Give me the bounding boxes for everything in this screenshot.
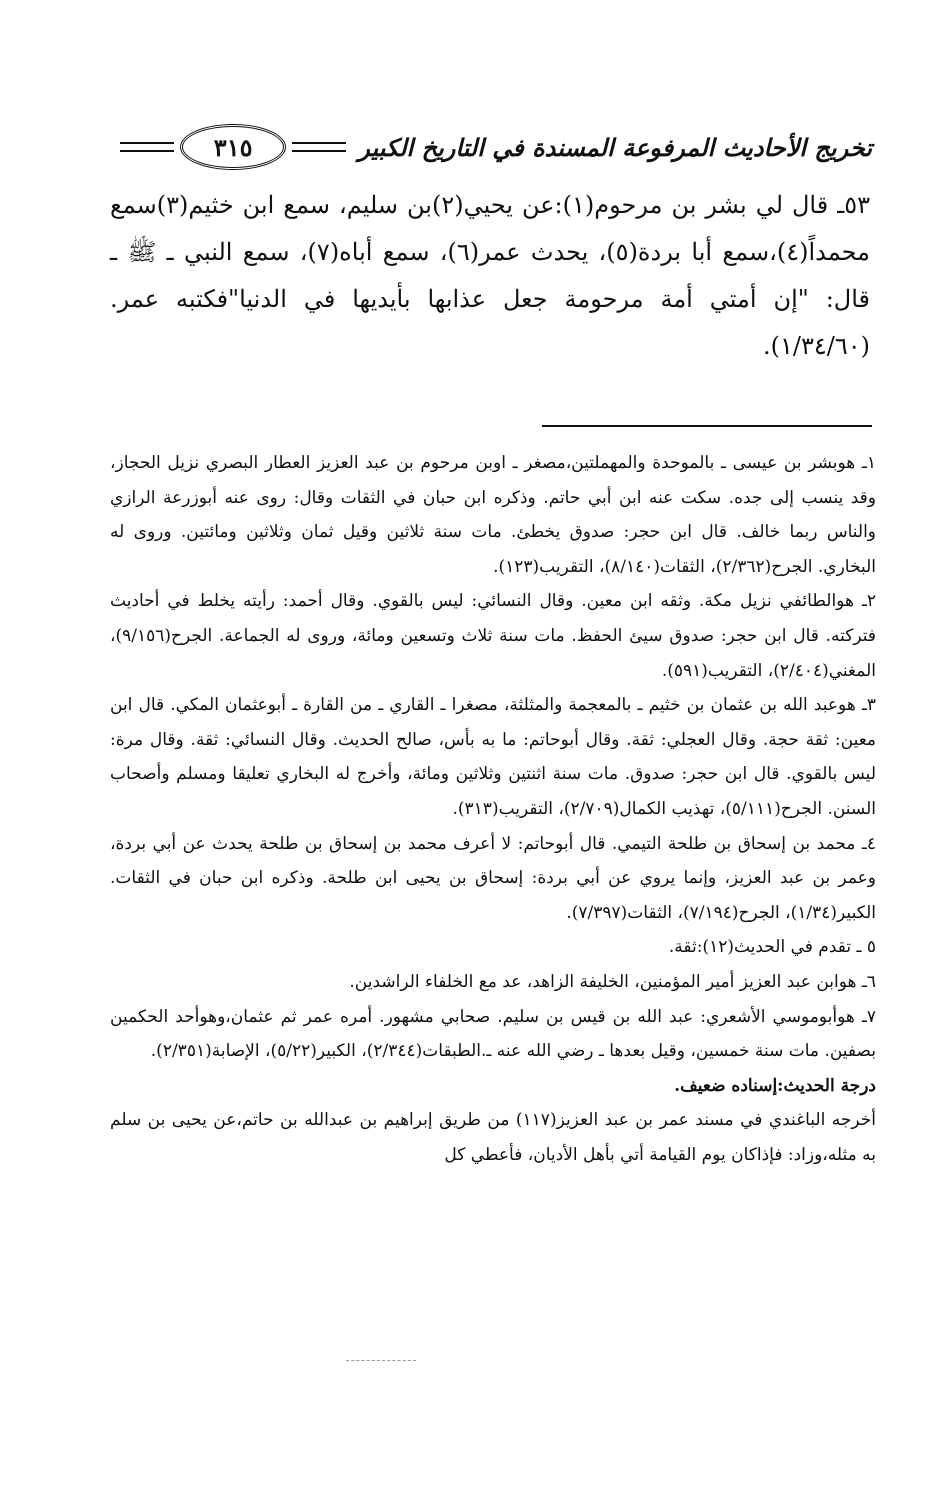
footnote-4: ٤ـ محمد بن إسحاق بن طلحة التيمي. قال أبوحاتم: لا أعرف محمد بن إسحاق بن طلحة يحدث عن أبي بردة، وعمر بن عبد العزيز، وإنما يروي عن أبي بردة: إسحاق بن يحيى ابن طلحة. وذكره ابن حبان في الثقات. الكبير(١/٣٤)، الجرح(٧/١٩٤)، الثقات(٧/٣٩٧). xyxy=(110,833,876,923)
footnote-2: ٢ـ هوالطائفي نزيل مكة. وثقه ابن معين. وقال النسائي: ليس بالقوي. وقال أحمد: رأيته يخلط في أحاديث فتركته. قال ابن حجر: صدوق سيئ الحفظ. مات سنة ثلاث وتسعين ومائة، وروى له الجماعة. الجرح(٩/١٥٦)، المغني(٢/٤٠٤)، التقريب(٥٩١). xyxy=(110,591,876,681)
main-text xyxy=(110,182,870,370)
hadith-grade: درجة الحديث:إسناده ضعيف. xyxy=(674,1075,876,1096)
hadith-text: ٥٣ـ قال لي بشر بن مرحوم(١):عن يحيي(٢)بن سليم، سمع ابن خثيم(٣)سمع محمداً(٤)،سمع أبا بردة(٥)، يحدث عمر(٦)، سمع أباه(٧)، سمع النبي ـ ﷺ ـ قال: "إن أمتي أمة مرحومة جعل عذابها بأيديها في الدنيا"فكتبه عمر. (١/٣٤/٦٠). xyxy=(110,191,871,360)
footnote-1: ١ـ هوبشر بن عيسى ـ بالموحدة والمهملتين،مصغر ـ اوبن مرحوم بن عبد العزيز العطار البصري نزيل الحجاز، وقد ينسب إلى جده. سكت عنه ابن أبي حاتم. وذكره ابن حبان في الثقات وقال: روى عنه أبوزرعة الرازي والناس ربما خالف. قال ابن حجر: صدوق يخطئ. مات سنة ثلاثين وقيل ثمان وثلاثين ومائتين. وروى له البخاري. الجرح(٢/٣٦٢)، الثقات(٨/١٤٠)، التقريب(١٢٣). xyxy=(110,453,876,577)
header-rule-right xyxy=(292,142,346,152)
footnote-3: ٣ـ هوعبد الله بن عثمان بن خثيم ـ بالمعجمة والمثلثة، مصغرا ـ القاري ـ من القارة ـ أبوعثمان المكي. قال ابن معين: ثقة حجة. وقال العجلي: ثقة. وقال أبوحاتم: ما به بأس، صالح الحديث. وقال النسائي: ثقة. وقال مرة: ليس بالقوي. قال ابن حجر: صدوق. مات سنة اثنتين وثلاثين ومائة، وأخرج له البخاري تعليقا ومسلم وأصحاب السنن. الجرح(٥/١١١)، تهذيب الكمال(٢/٧٠٩)، التقريب(٣١٣). xyxy=(110,695,877,819)
footnotes xyxy=(110,446,876,1172)
page-number: ٣١٥ xyxy=(213,132,253,162)
footnote-6: ٦ـ هوابن عبد العزيز أمير المؤمنين، الخليفة الزاهد، عد مع الخلفاء الراشدين. xyxy=(349,971,876,992)
page-header xyxy=(120,122,872,172)
footnote-separator xyxy=(542,425,872,427)
footnote-7: ٧ـ هوأبوموسي الأشعري: عبد الله بن قيس بن سليم. صحابي مشهور. أمره عمر ثم عثمان،وهوأحد الحكمين بصفين. مات سنة خمسين، وقيل بعدها ـ رضي الله عنه ـ.الطبقات(٢/٣٤٤)، الكبير(٥/٢٢)، الإصابة(٢/٣٥١). xyxy=(110,1006,876,1062)
footnote-5: ٥ ـ تقدم في الحديث(١٢):ثقة. xyxy=(668,937,876,958)
running-title: تخريج الأحاديث المرفوعة المسندة في التاريخ الكبير xyxy=(358,132,872,162)
page-number-badge xyxy=(180,124,286,170)
takhrij-paragraph: أخرجه الباغندي في مسند عمر بن عبد العزيز(١١٧) من طريق إبراهيم بن عبدالله بن حاتم،عن يحيى بن سلم به مثله،وزاد: فإذاكان يوم القيامة أتي بأهل الأديان، فأعطي كل xyxy=(110,1110,876,1165)
header-rule-left xyxy=(120,142,174,152)
bottom-mark xyxy=(346,1360,416,1361)
